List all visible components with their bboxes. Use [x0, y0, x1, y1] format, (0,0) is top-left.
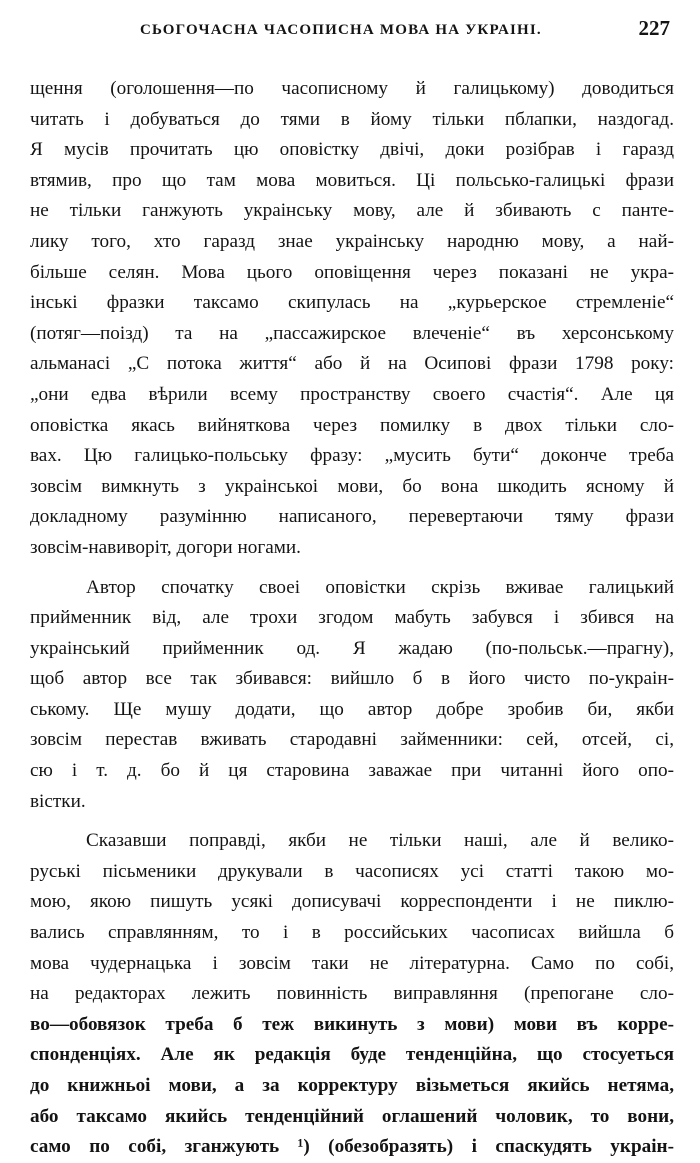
text-line: Я мусів прочитать цю оповістку двічі, доки розібрав і гаразд [30, 139, 674, 161]
text-line: Сказавши поправді, якби не тільки наші, але й велико- [86, 830, 674, 852]
text-line: до книжньоі мови, а за корректуру візьметься якийсь нетяма, [30, 1075, 674, 1096]
paragraph-2 [30, 573, 674, 818]
text-line: щення (оголошення—по часописному й галицькому) доводиться [30, 78, 674, 99]
paragraph-1 [30, 74, 674, 564]
text-line: інські фразки таксамо скипулась на „курьерское стремленіе“ [30, 292, 674, 314]
text-line: во—обовязок треба б теж викинуть з мови) мови въ корре- [30, 1013, 674, 1035]
text-line: прийменник від, але трохи згодом мабуть забувся і збився на [30, 607, 674, 629]
body-text [30, 74, 674, 1158]
text-line: лику того, хто гаразд знае украінську народню мову, а най- [30, 230, 674, 252]
text-line: не тільки ганжують украінську мову, але й збивають с панте- [30, 200, 674, 222]
text-line: „они едва вѣрили всему пространству своего счастія“. Але ця [30, 383, 674, 405]
text-line: (потяг—поізд) та на „пассажирское влеченіе“ въ херсонському [30, 322, 674, 344]
text-line: зовсім вимкнуть з украінськоі мови, бо вона шкодить ясному й [30, 475, 674, 497]
text-line: ському. Ще мушу додати, що автор добре зробив би, якби [30, 698, 674, 720]
text-line: більше селян. Мова цього оповіщення через показані не укра- [30, 261, 674, 283]
text-line: читать і добуваться до тями в йому тільки пблапки, наздогад. [30, 108, 674, 130]
text-line: спонденціях. Але як редакція буде тенденційна, що стосуеться [30, 1044, 674, 1066]
text-line: альманасі „С потока життя“ або й на Осипові фрази 1798 року: [30, 353, 674, 375]
text-line: оповістка якась вийняткова через помилку в двох тільки сло- [30, 414, 674, 436]
text-line: щоб автор все так збивався: вийшло б в його чисто по-украін- [30, 668, 674, 690]
text-line: мою, якою пишуть усякі дописувачі корреспонденти і не пиклю- [30, 891, 674, 913]
text-line: втямив, про що там мова мовиться. Ці польсько-галицькі фрази [30, 169, 674, 191]
text-line: руські пісьменики друкували в часописях усі статті такою мо- [30, 860, 674, 882]
text-line: вах. Цю галицько-польську фразу: „мусить бути“ доконче треба [30, 445, 674, 467]
text-line: зовсім перестав вживать стародавні займенники: сей, отсей, сі, [30, 729, 674, 751]
text-line: вістки. [30, 790, 86, 812]
running-title: СЬОГОЧАСНА ЧАСОПИСНА МОВА НА УКРАІНІ. [140, 22, 542, 38]
paragraph-3 [30, 826, 674, 1163]
text-line: зовсім-навиворіт, догори ногами. [30, 536, 301, 558]
text-line: само по собі, зганжують ¹) (обезобразять) і спаскудять украін- [30, 1136, 674, 1158]
text-line: мова чудернацька і зовсім таки не літературна. Само по собі, [30, 952, 674, 974]
text-line: Автор спочатку своеі оповістки скрізь вживае галицький [86, 576, 674, 598]
text-line: докладному разумінню написаного, перевертаючи тяму фрази [30, 506, 674, 528]
text-line: сю і т. д. бо й ця старовина заважае при читанні його опо- [30, 760, 674, 782]
page-number: 227 [638, 16, 670, 40]
text-line: вались справлянням, то і в российських часописах вийшла б [30, 922, 674, 944]
text-line: украінський прийменник од. Я жадаю (по-польськ.—прагну), [30, 637, 674, 659]
text-line: або таксамо якийсь тенденційний оглашений чоловик, то вони, [30, 1105, 674, 1127]
text-line: на редакторах лежить повинність виправляння (препогане сло- [30, 983, 674, 1005]
running-head [0, 16, 700, 50]
